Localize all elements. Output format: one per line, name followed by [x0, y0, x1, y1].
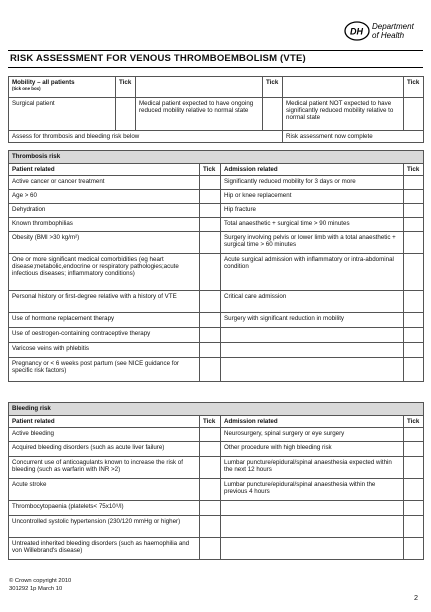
tick-box[interactable] [200, 232, 221, 254]
mobility-option-medical-reduced: Medical patient expected to have ongoing reduced mobility relative to normal state [136, 98, 263, 131]
tick-box[interactable] [404, 291, 424, 313]
col-tick: Tick [404, 164, 424, 176]
risk-factor: Significantly reduced mobility for 3 days or more [221, 176, 404, 190]
risk-factor: Hip fracture [221, 204, 404, 218]
mobility-option-medical-not-reduced: Medical patient NOT expected to have significantly reduced mobility relative to normal state [283, 98, 404, 131]
mobility-tick-header: Tick [404, 77, 424, 98]
risk-factor: Acquired bleeding disorders (such as acute liver failure) [9, 442, 200, 457]
col-patient-related: Patient related [9, 164, 200, 176]
bleeding-section-title: Bleeding risk [9, 403, 424, 416]
mobility-subheading: (tick one box) [12, 86, 41, 92]
risk-factor: Lumbar puncture/epidural/spinal anaesthesia within the previous 4 hours [221, 479, 404, 501]
thrombosis-section-title: Thrombosis risk [9, 151, 424, 164]
col-tick: Tick [200, 416, 221, 428]
table-row [9, 358, 424, 382]
tick-box[interactable] [404, 538, 424, 560]
mobility-tick-header: Tick [263, 77, 283, 98]
tick-box[interactable] [200, 343, 221, 358]
risk-factor [221, 516, 404, 538]
mobility-heading-cell [9, 77, 116, 98]
tick-box[interactable] [404, 501, 424, 516]
risk-factor: Dehydration [9, 204, 200, 218]
risk-factor: Uncontrolled systolic hypertension (230/120 mmHg or higher) [9, 516, 200, 538]
risk-factor: One or more significant medical comorbidities (eg heart disease;metabolic,endocrine or respiratory pathologies;acute infectious diseases; inflammatory conditions) [9, 254, 200, 291]
tick-box[interactable] [404, 428, 424, 442]
risk-factor: Pregnancy or < 6 weeks post partum (see NICE guidance for specific risk factors) [9, 358, 200, 382]
tick-box[interactable] [404, 254, 424, 291]
tick-box[interactable] [200, 313, 221, 328]
risk-factor: Acute stroke [9, 479, 200, 501]
risk-factor: Known thrombophilias [9, 218, 200, 232]
risk-factor: Untreated inherited bleeding disorders (such as haemophilia and von Willebrand's disease) [9, 538, 200, 560]
tick-box[interactable] [404, 343, 424, 358]
tick-box[interactable] [404, 457, 424, 479]
assessment-complete-note: Risk assessment now complete [283, 131, 424, 143]
risk-factor: Surgery with significant reduction in mobility [221, 313, 404, 328]
tick-box[interactable] [404, 176, 424, 190]
tick-box-medical-reduced[interactable] [263, 98, 283, 131]
col-admission-related: Admission related [221, 416, 404, 428]
table-row [9, 232, 424, 254]
mobility-heading: Mobility – all patients [12, 79, 75, 86]
tick-box-medical-not-reduced[interactable] [404, 98, 424, 131]
risk-factor: Age > 60 [9, 190, 200, 204]
tick-box[interactable] [404, 479, 424, 501]
risk-factor: Hip or knee replacement [221, 190, 404, 204]
col-tick: Tick [404, 416, 424, 428]
assess-below-note: Assess for thrombosis and bleeding risk below [9, 131, 283, 143]
tick-box[interactable] [404, 190, 424, 204]
mobility-table [8, 76, 424, 143]
tick-box[interactable] [200, 428, 221, 442]
table-row [9, 313, 424, 328]
table-row [9, 254, 424, 291]
risk-factor: Other procedure with high bleeding risk [221, 442, 404, 457]
risk-factor: Total anaesthetic + surgical time > 90 minutes [221, 218, 404, 232]
copyright-text: © Crown copyright 2010 [9, 578, 72, 584]
tick-box[interactable] [404, 313, 424, 328]
mobility-option-surgical: Surgical patient [9, 98, 116, 131]
tick-box[interactable] [200, 516, 221, 538]
risk-factor: Active cancer or cancer treatment [9, 176, 200, 190]
page-title: RISK ASSESSMENT FOR VENOUS THROMBOEMBOLISM (VTE) [10, 53, 306, 64]
table-row [9, 516, 424, 538]
col-patient-related: Patient related [9, 416, 200, 428]
tick-box[interactable] [404, 204, 424, 218]
risk-factor [221, 343, 404, 358]
table-row [9, 538, 424, 560]
risk-factor: Use of oestrogen-containing contraceptive therapy [9, 328, 200, 343]
table-row [9, 176, 424, 190]
risk-factor: Lumbar puncture/epidural/spinal anaesthesia expected within the next 12 hours [221, 457, 404, 479]
risk-factor: Varicose veins with phlebitis [9, 343, 200, 358]
tick-box[interactable] [200, 291, 221, 313]
tick-box[interactable] [200, 538, 221, 560]
risk-factor: Acute surgical admission with inflammatory or intra-abdominal condition [221, 254, 404, 291]
risk-factor [221, 328, 404, 343]
risk-factor: Active bleeding [9, 428, 200, 442]
table-row [9, 501, 424, 516]
risk-factor: Surgery involving pelvis or lower limb with a total anaesthetic + surgical time > 60 minutes [221, 232, 404, 254]
tick-box[interactable] [404, 218, 424, 232]
table-row [9, 328, 424, 343]
department-of-health-logo [344, 21, 424, 43]
page-number: 2 [414, 593, 418, 602]
tick-box-surgical[interactable] [116, 98, 136, 131]
tick-box[interactable] [200, 442, 221, 457]
risk-factor [221, 358, 404, 382]
tick-box[interactable] [404, 516, 424, 538]
risk-factor: Use of hormone replacement therapy [9, 313, 200, 328]
table-row [9, 291, 424, 313]
tick-box[interactable] [200, 501, 221, 516]
tick-box[interactable] [404, 358, 424, 382]
footer [9, 578, 71, 593]
logo-line-2: of Health [372, 31, 405, 40]
tick-box[interactable] [404, 442, 424, 457]
tick-box[interactable] [200, 254, 221, 291]
table-row [9, 343, 424, 358]
table-row [9, 204, 424, 218]
table-row [9, 218, 424, 232]
table-row [9, 457, 424, 479]
tick-box[interactable] [200, 479, 221, 501]
table-row [9, 442, 424, 457]
col-admission-related: Admission related [221, 164, 404, 176]
risk-factor: Obesity (BMI >30 kg/m²) [9, 232, 200, 254]
title-divider-bottom [8, 67, 423, 68]
bleeding-risk-table [8, 402, 424, 560]
tick-box[interactable] [200, 328, 221, 343]
tick-box[interactable] [200, 204, 221, 218]
mobility-tick-header: Tick [116, 77, 136, 98]
risk-factor: Critical care admission [221, 291, 404, 313]
title-divider-top [8, 50, 423, 51]
tick-box[interactable] [200, 176, 221, 190]
svg-text:DH: DH [350, 26, 363, 37]
tick-box[interactable] [200, 457, 221, 479]
document-code: 301292 1p March 10 [9, 585, 63, 592]
tick-box[interactable] [404, 232, 424, 254]
risk-factor: Personal history or first-degree relative with a history of VTE [9, 291, 200, 313]
tick-box[interactable] [200, 190, 221, 204]
table-row [9, 428, 424, 442]
thrombosis-risk-table [8, 150, 424, 382]
risk-factor [221, 501, 404, 516]
col-tick: Tick [200, 164, 221, 176]
risk-factor: Neurosurgery, spinal surgery or eye surgery [221, 428, 404, 442]
risk-factor: Thrombocytopaenia (platelets< 75x10⁹/l) [9, 501, 200, 516]
tick-box[interactable] [404, 328, 424, 343]
dh-logo-icon [344, 21, 370, 41]
risk-factor: Concurrent use of anticoagulants known to increase the risk of bleeding (such as warfarin with INR >2) [9, 457, 200, 479]
tick-box[interactable] [200, 358, 221, 382]
tick-box[interactable] [200, 218, 221, 232]
table-row [9, 190, 424, 204]
table-row [9, 479, 424, 501]
risk-factor [221, 538, 404, 560]
logo-line-1: Department [372, 22, 414, 31]
